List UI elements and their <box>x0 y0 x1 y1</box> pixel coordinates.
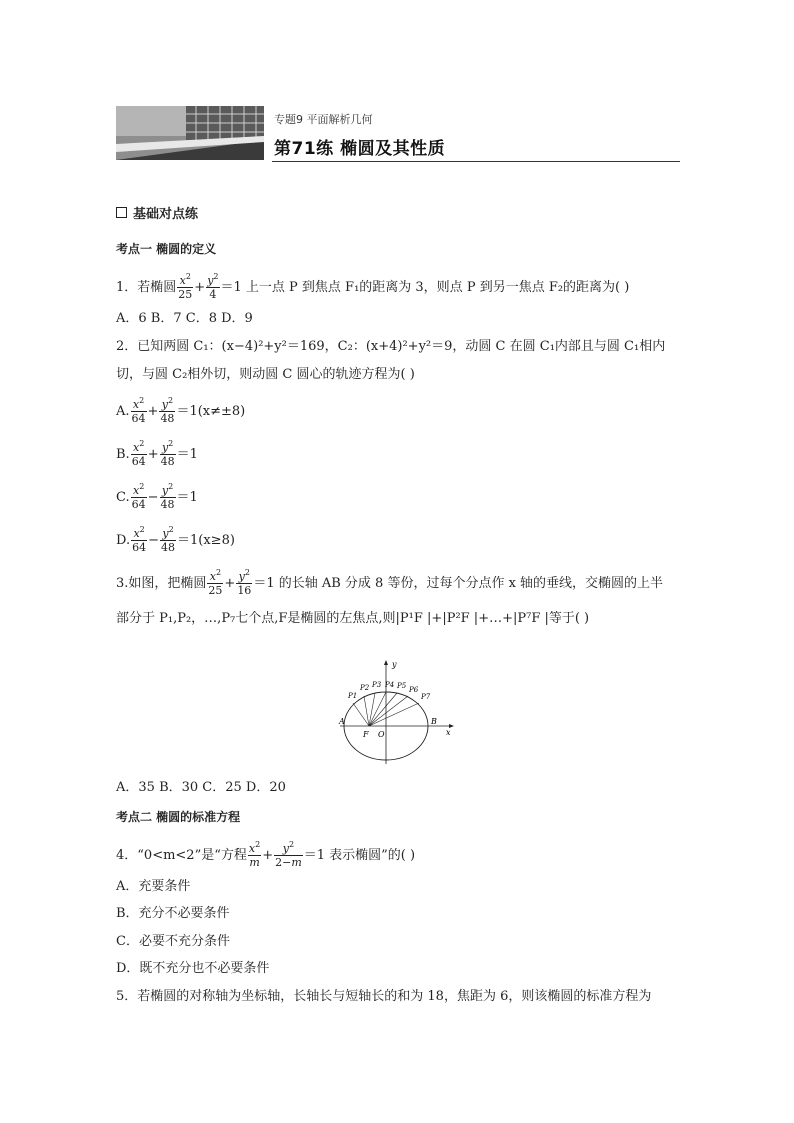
question-1: 1．若椭圆 $\frac{x^2}{25}$ + $\frac{y^2}{4}$ ＝1 上一点 P 到焦点 F₁的距离为 3，则点 P 到另一焦点 F₂的距离为( ) <box>116 272 630 301</box>
title-divider <box>272 161 680 162</box>
checkbox-square-icon <box>116 207 127 218</box>
section-title: 基础对点练 <box>116 206 198 224</box>
label-p3: P3 <box>372 681 382 689</box>
label-p1: P1 <box>348 692 358 700</box>
label-p7: P7 <box>421 693 431 701</box>
ellipse-figure <box>336 658 456 768</box>
banner-image <box>116 106 264 160</box>
question-1-options: A．6 B．7 C．8 D．9 <box>116 311 253 326</box>
question-5-line-1: 5．若椭圆的对称轴为坐标轴，长轴长与短轴长的和为 18，焦距为 6，则该椭圆的标准方程为 <box>116 989 652 1004</box>
topic-label: 专题9 平面解析几何 <box>274 113 373 126</box>
label-p4: P4 <box>385 681 395 689</box>
fraction-x2-25: $\frac{x^2}{25}$ <box>178 272 193 301</box>
question-3-options: A．35 B．30 C．25 D．20 <box>116 780 286 795</box>
page-title: 第71练 椭圆及其性质 <box>274 139 446 159</box>
header-banner <box>116 106 680 162</box>
question-2-option-d: D. $\frac{x^2}{64}$ − $\frac{y^2}{48}$ ＝1(x≥8) <box>116 525 235 554</box>
kaodian-2-heading: 考点二 椭圆的标准方程 <box>116 810 241 824</box>
label-a: A <box>339 717 345 726</box>
label-b: B <box>431 717 437 726</box>
question-3-line-2: 部分于 P₁,P₂，…,P₇七个点,F是椭圆的左焦点,则|P¹F |+|P²F |+…+|P⁷F |等于( ) <box>116 611 590 626</box>
kaodian-1-heading: 考点一 椭圆的定义 <box>116 242 217 256</box>
question-2-line-2: 切，与圆 C₂相外切，则动圆 C 圆心的轨迹方程为( ) <box>116 367 415 382</box>
label-p2: P2 <box>360 684 370 692</box>
question-4-option-b: B．充分不必要条件 <box>116 906 230 921</box>
question-2-option-b: B. $\frac{x^2}{64}$ + $\frac{y^2}{48}$ ＝1 <box>116 439 198 468</box>
question-4-option-a: A．充要条件 <box>116 879 191 894</box>
question-4: 4．“0<m<2”是“方程 $\frac{x^2}{m}$ + $\frac{y^2}{2-m}$ ＝1 表示椭圆”的( ) <box>116 840 416 869</box>
label-p6: P6 <box>409 686 419 694</box>
label-o: O <box>378 730 385 739</box>
label-x: x <box>446 728 451 737</box>
question-2-option-a: A. $\frac{x^2}{64}$ + $\frac{y^2}{48}$ ＝1(x≠±8) <box>116 396 246 425</box>
question-4-option-d: D．既不充分也不必要条件 <box>116 961 270 976</box>
label-f: F <box>363 730 369 739</box>
fraction-y2-4: $\frac{y^2}{4}$ <box>207 272 219 301</box>
label-p5: P5 <box>397 682 407 690</box>
label-y: y <box>392 660 397 669</box>
question-3-line-1: 3.如图，把椭圆 $\frac{x^2}{25}$ + $\frac{y^2}{16}$ ＝1 的长轴 AB 分成 8 等份，过每个分点作 x 轴的垂线，交椭圆的上半 <box>116 568 664 597</box>
question-4-option-c: C．必要不充分条件 <box>116 934 230 949</box>
question-2-line-1: 2．已知两圆 C₁：(x−4)²+y²＝169，C₂：(x+4)²+y²＝9，动圆 C 在圆 C₁内部且与圆 C₁相内 <box>116 339 666 354</box>
question-2-option-c: C. $\frac{x^2}{64}$ − $\frac{y^2}{48}$ ＝1 <box>116 482 198 511</box>
